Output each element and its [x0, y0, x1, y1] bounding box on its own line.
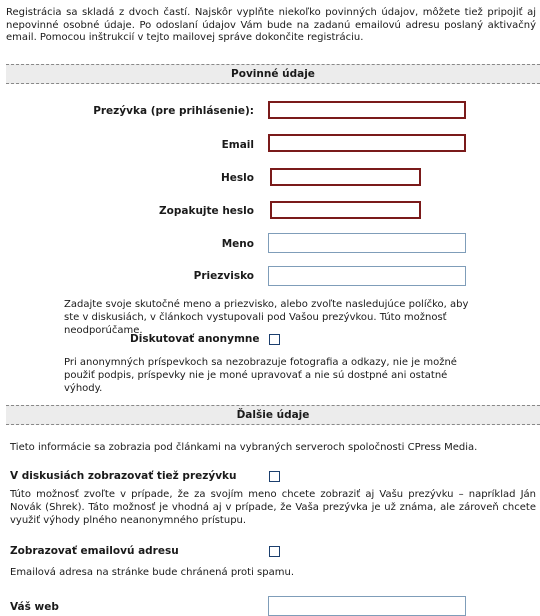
show-nick-label: V diskusiách zobrazovať tiež prezývku	[10, 470, 237, 482]
show-nick-checkbox[interactable]	[269, 471, 280, 482]
web-label: Váš web	[10, 601, 59, 613]
email-label: Email	[221, 139, 254, 151]
show-email-checkbox[interactable]	[269, 546, 280, 557]
name-note: Zadajte svoje skutočné meno a priezvisko, alebo zvoľte nasledujúce políčko, aby ste v diskusiách, v článkoch vystupovali pod Vašou prezývkou. Túto možnosť neodporúčame.	[64, 299, 469, 336]
first-name-input[interactable]	[268, 233, 466, 253]
nickname-input[interactable]	[268, 101, 466, 119]
show-nick-note: Túto možnosť zvoľte v prípade, že za svojím meno chcete zobraziť aj Vašu prezývku – napríklad Ján Novák (Shrek). Táto možnosť je vhodná aj v prípade, že Vaša prezývka je už známa, ale zároveň chcete využiť výhody plného neanonymného prístupu.	[10, 489, 536, 526]
password-input[interactable]	[270, 168, 421, 186]
other-intro: Tieto informácie sa zobrazia pod článkami na vybraných serveroch spoločnosti CPress Media.	[10, 442, 478, 453]
last-name-label: Priezvisko	[193, 270, 254, 282]
password-repeat-input[interactable]	[270, 201, 421, 219]
email-input[interactable]	[268, 134, 466, 152]
password-label: Heslo	[221, 172, 254, 184]
other-section-title: Ďalšie údaje	[236, 409, 310, 421]
required-section-title: Povinné údaje	[231, 68, 315, 80]
last-name-input[interactable]	[268, 266, 466, 286]
anonymous-checkbox[interactable]	[269, 334, 280, 345]
web-input[interactable]	[268, 596, 466, 616]
other-section-header	[6, 405, 540, 425]
show-email-label: Zobrazovať emailovú adresu	[10, 545, 179, 557]
anonymous-label: Diskutovať anonymne	[130, 333, 260, 345]
nickname-label: Prezývka (pre prihlásenie):	[93, 105, 254, 117]
anonymous-note: Pri anonymných príspevkoch sa nezobrazuje fotografia a odkazy, nie je možné použiť podpis, príspevky nie je moné upravovať a nie sú dostpné ani ostatné výhody.	[64, 357, 457, 394]
intro-text: Registrácia sa skladá z dvoch častí. Najskôr vyplňte niekoľko povinných údajov, môžete tiež pripojiť aj nepovinné osobné údaje. Po odoslaní údajov Vám bude na zadanú emailovú adresu poslaný aktivačný email. Pomocou inštrukcií v tejto mailovej správe dokončite registráciu.	[6, 7, 536, 43]
password-repeat-label: Zopakujte heslo	[159, 205, 254, 217]
first-name-label: Meno	[221, 238, 254, 250]
required-section-header	[6, 64, 540, 84]
show-email-note: Emailová adresa na stránke bude chránená proti spamu.	[10, 567, 294, 578]
